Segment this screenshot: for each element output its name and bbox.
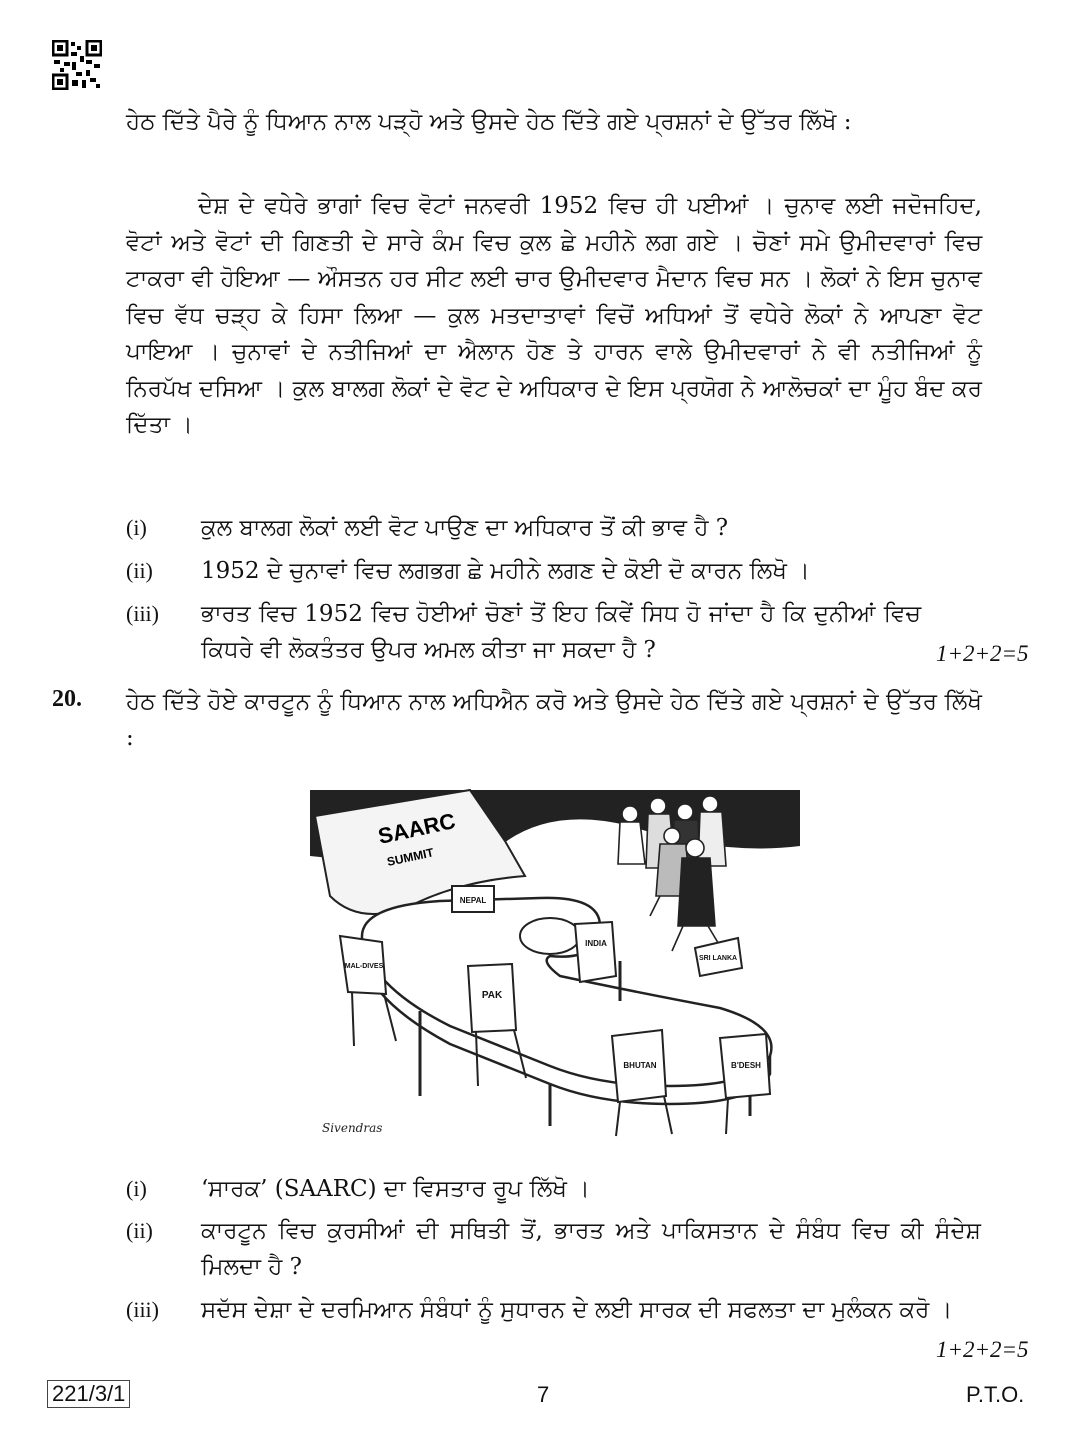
q19-passage: ਦੇਸ਼ ਦੇ ਵਧੇਰੇ ਭਾਗਾਂ ਵਿਚ ਵੋਟਾਂ ਜਨਵਰੀ 1952 ਵਿਚ ਹੀ ਪਈਆਂ । ਚੁਨਾਵ ਲਈ ਜਦੋਜਹਿਦ, ਵੋਟਾਂ ਅਤੇ ਵੋਟਾਂ ਦੀ ਗਿਣਤੀ ਦੇ ਸਾਰੇ ਕੰਮ ਵਿਚ ਕੁਲ ਛੇ ਮਹੀਨੇ ਲਗ ਗਏ । ਚੋਣਾਂ ਸਮੇ ਉਮੀਦਵਾਰਾਂ ਵਿਚ ਟਾਕਰਾ ਵੀ ਹੋਇਆ — ਔਸਤਨ ਹਰ ਸੀਟ ਲਈ ਚਾਰ ਉਮੀਦਵਾਰ ਮੈਦਾਨ ਵਿਚ ਸਨ । ਲੋਕਾਂ ਨੇ ਇਸ ਚੁਨਾਵ ਵਿਚ ਵੱਧ ਚੜ੍ਹ ਕੇ ਹਿਸਾ ਲਿਆ — ਕੁਲ ਮਤਦਾਤਾਵਾਂ ਵਿਚੋਂ ਅਧਿਆਂ ਤੋਂ ਵਧੇਰੇ ਲੋਕਾਂ ਨੇ ਆਪਣਾ ਵੋਟ ਪਾਇਆ । ਚੁਨਾਵਾਂ ਦੇ ਨਤੀਜਿਆਂ ਦਾ ਐਲਾਨ ਹੋਣ ਤੇ ਹਾਰਨ ਵਾਲੇ ਉਮੀਦਵਾਰਾਂ ਨੇ ਵੀ ਨਤੀਜਿਆਂ ਨੂੰ ਨਿਰਪੱਖ ਦਸਿਆ । ਕੁਲ ਬਾਲਗ ਲੋਕਾਂ ਦੇ ਵੋਟ ਦੇ ਅਧਿਕਾਰ ਦੇ ਇਸ ਪ੍ਰਯੋਗ ਨੇ ਆਲੋਚਕਾਂ ਦਾ ਮੂੰਹ ਬੰਦ ਕਰ ਦਿੱਤਾ । — [126, 193, 982, 438]
cartoonist-signature: Sivendras — [322, 1121, 383, 1135]
q20-sub-iii — [126, 1292, 1029, 1364]
q19-sub-ii — [126, 553, 996, 589]
sub-text: ਭਾਰਤ ਵਿਚ 1952 ਵਿਚ ਹੋਈਆਂ ਚੋਣਾਂ ਤੋਂ ਇਹ ਕਿਵੇਂ ਸਿਧ ਹੋ ਜਾਂਦਾ ਹੈ ਕਿ ਦੁਨੀਆਂ ਵਿਚ ਕਿਧਰੇ ਵੀ ਲੋਕਤੰਤਰ ਉਪਰ ਅਮਲ ਕੀਤਾ ਜਾ ਸਕਦਾ ਹੈ ? — [201, 601, 921, 663]
q20-instruction: ਹੇਠ ਦਿੱਤੇ ਹੋਏ ਕਾਰਟੂਨ ਨੂੰ ਧਿਆਨ ਨਾਲ ਅਧਿਐਨ ਕਰੋ ਅਤੇ ਉਸਦੇ ਹੇਠ ਦਿੱਤੇ ਗਏ ਪ੍ਰਸ਼ਨਾਂ ਦੇ ਉੱਤਰ ਲਿੱਖੋ : — [126, 689, 982, 751]
q20-marks: 1+2+2=5 — [936, 1337, 1029, 1362]
chair-label: B'DESH — [731, 1061, 761, 1070]
chair-label: MAL-DIVES — [344, 963, 384, 970]
sub-text: ਸਦੱਸ ਦੇਸ਼ਾ ਦੇ ਦਰਮਿਆਨ ਸੰਬੰਧਾਂ ਨੂੰ ਸੁਧਾਰਨ ਦੇ ਲਈ ਸਾਰਕ ਦੀ ਸਫਲਤਾ ਦਾ ਮੁਲੰਕਨ ਕਰੋ । — [201, 1297, 953, 1323]
chair-sri-lanka — [695, 938, 742, 976]
page-number: 7 — [537, 1382, 550, 1407]
sub-text: ਕੁਲ ਬਾਲਗ ਲੋਕਾਂ ਲਈ ਵੋਟ ਪਾਉਣ ਦਾ ਅਧਿਕਾਰ ਤੋਂ ਕੀ ਭਾਵ ਹੈ ? — [201, 515, 729, 541]
banner-text-line1: SAARC — [375, 808, 458, 849]
sub-number: (i) — [126, 1176, 147, 1201]
saarc-cartoon — [300, 786, 800, 1156]
q19-instruction: ਹੇਠ ਦਿੱਤੇ ਪੈਰੇ ਨੂੰ ਧਿਆਨ ਨਾਲ ਪੜ੍ਹੋ ਅਤੇ ਉਸਦੇ ਹੇਠ ਦਿੱਤੇ ਗਏ ਪ੍ਰਸ਼ਨਾਂ ਦੇ ਉੱਤਰ ਲਿੱਖੋ : — [126, 109, 852, 135]
paper-code: 221/3/1 — [47, 1380, 130, 1408]
chair-label: INDIA — [585, 939, 607, 948]
q20-sub-ii — [126, 1213, 996, 1285]
q19-marks: 1+2+2=5 — [936, 641, 1029, 666]
chair-label: NEPAL — [459, 896, 487, 905]
sub-number: (iii) — [126, 1297, 159, 1322]
chair-india — [575, 922, 616, 982]
q20-number: 20. — [52, 686, 82, 712]
q20-sub-i — [126, 1171, 996, 1207]
page-footer — [0, 1380, 1091, 1420]
banner-text-line2: SUMMIT — [385, 845, 435, 869]
sub-number: (ii) — [126, 1218, 153, 1243]
sub-number: (iii) — [126, 601, 159, 626]
q19-sub-i — [126, 510, 996, 546]
q19-sub-iii — [126, 596, 1029, 668]
sub-text: ਕਾਰਟੂਨ ਵਿਚ ਕੁਰਸੀਆਂ ਦੀ ਸਥਿਤੀ ਤੋਂ, ਭਾਰਤ ਅਤੇ ਪਾਕਿਸਤਾਨ ਦੇ ਸੰਬੰਧ ਵਿਚ ਕੀ ਸੰਦੇਸ਼ ਮਿਲਦਾ ਹੈ ? — [201, 1218, 981, 1280]
chair-bdesh — [720, 1034, 770, 1134]
chair-nepal — [452, 886, 494, 912]
qr-code-icon — [52, 40, 102, 90]
chair-label: PAK — [481, 990, 503, 1001]
sub-text: 1952 ਦੇ ਚੁਨਾਵਾਂ ਵਿਚ ਲਗਭਗ ਛੇ ਮਹੀਨੇ ਲਗਣ ਦੇ ਕੋਈ ਦੋ ਕਾਰਨ ਲਿਖੋ । — [201, 558, 810, 584]
chair-label: BHUTAN — [623, 1061, 657, 1070]
sub-number: (ii) — [126, 558, 153, 583]
pto-label: P.T.O. — [966, 1382, 1025, 1407]
sub-number: (i) — [126, 515, 147, 540]
chair-bhutan — [612, 1030, 672, 1136]
chair-label: SRI LANKA — [698, 955, 738, 962]
sub-text: ‘ਸਾਰਕ’ (SAARC) ਦਾ ਵਿਸਤਾਰ ਰੂਪ ਲਿੱਖੋ । — [201, 1176, 590, 1202]
